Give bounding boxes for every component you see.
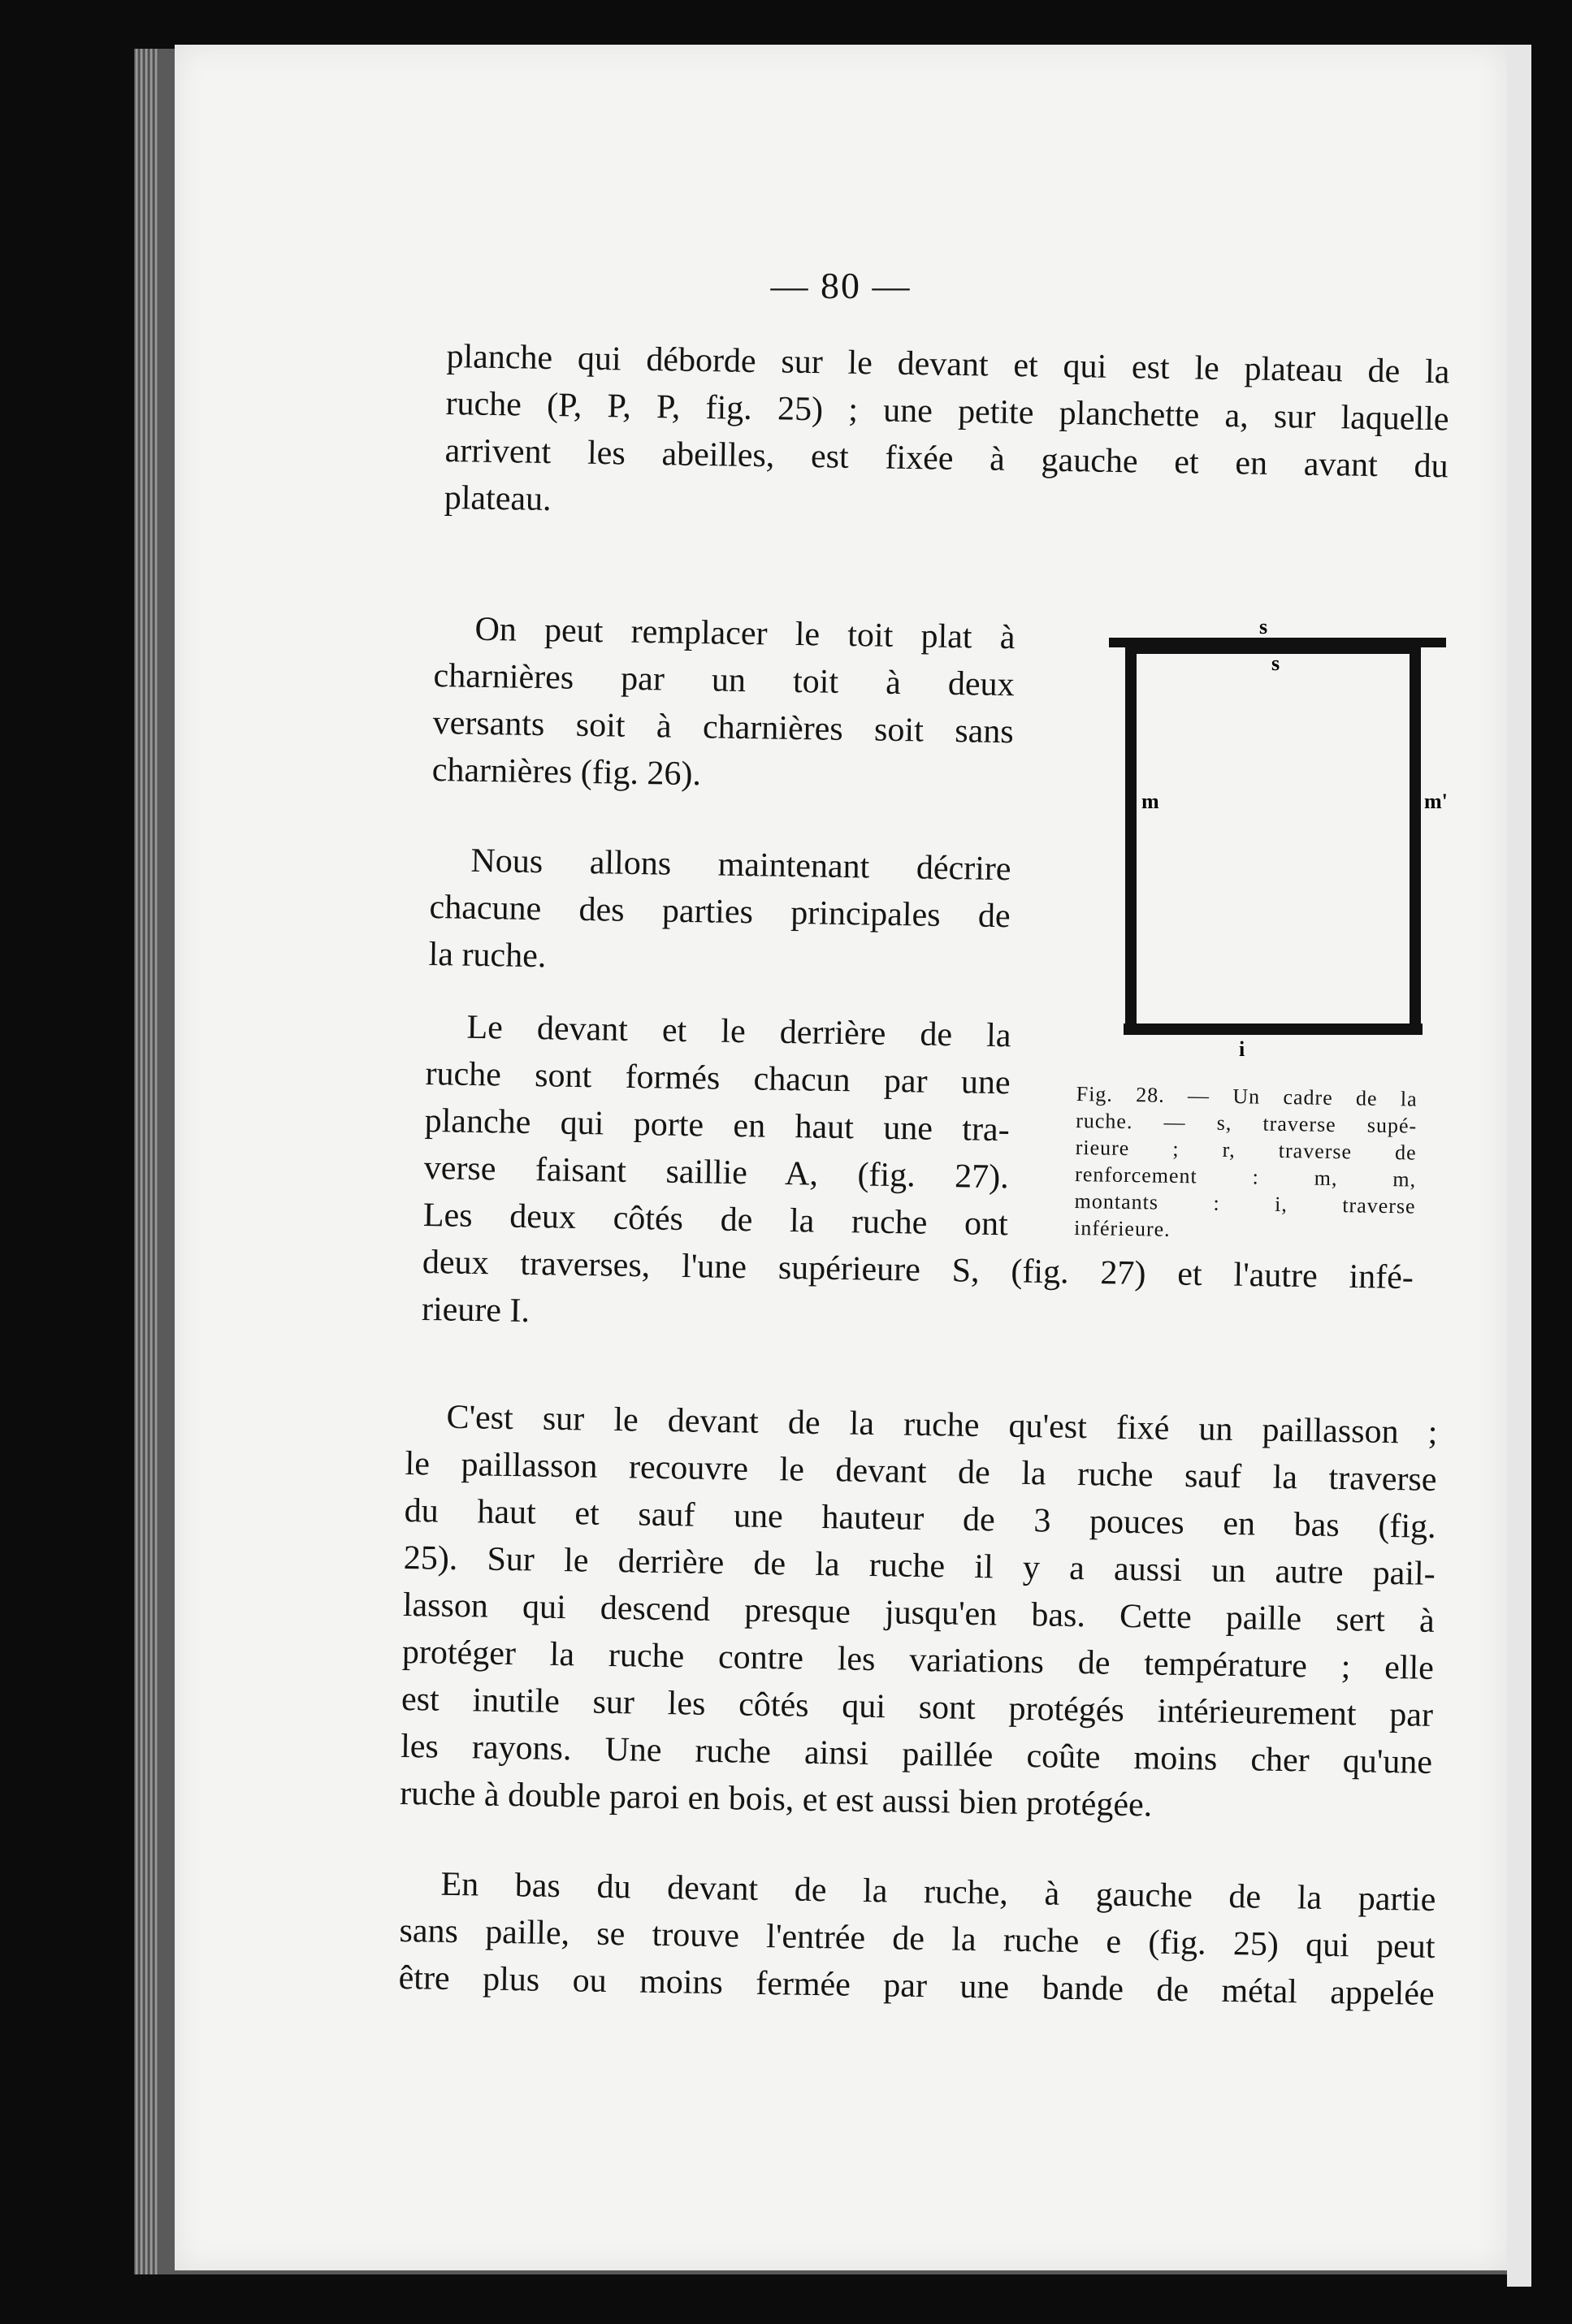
caption-line: Fig. 28. — Un cadre de la: [1076, 1081, 1418, 1111]
text-line: être plus ou moins fermée par une bande de métal appelée: [398, 1958, 1435, 2014]
caption-line: renforcement : m, m,: [1074, 1162, 1417, 1192]
text-line: versants soit à charnières soit sans: [432, 703, 1014, 751]
text-line: En bas du devant de la ruche, à gauche de la partie: [440, 1865, 1436, 1919]
bottom-bar: [1124, 1024, 1423, 1035]
text-line: Le devant et le derrière de la: [466, 1008, 1011, 1055]
text-line: verse faisant saillie A, (fig. 27).: [423, 1149, 1010, 1197]
label-m-right: m': [1424, 790, 1448, 813]
book-page: [175, 45, 1507, 2270]
text-line: planche qui porte en haut une tra-: [424, 1101, 1010, 1149]
figure-caption: [1074, 1080, 1418, 1247]
text-line: charnières par un toit à deux: [433, 656, 1015, 704]
text-line: deux traverses, l'une supérieure S, (fig. 27) et l'autre infé-: [422, 1243, 1414, 1297]
text-line: planche qui déborde sur le devant et qui est le plateau de la: [446, 337, 1450, 392]
paragraph-1: [444, 333, 1449, 537]
label-i-bottom: i: [1239, 1037, 1245, 1061]
text-line: les rayons. Une ruche ainsi paillée coûte moins cher qu'une: [400, 1727, 1433, 1781]
label-s-top: s: [1259, 615, 1268, 638]
next-page-edge: [1507, 45, 1531, 2287]
caption-line: ruche. — s, traverse supé-: [1075, 1108, 1418, 1138]
text-line: plateau.: [444, 478, 552, 519]
caption-line: rieure ; r, traverse de: [1075, 1135, 1417, 1165]
text-line: Nous allons maintenant décrire: [470, 842, 1011, 889]
text-line: protéger la ruche contre les variations de température ; elle: [401, 1633, 1435, 1687]
hive-frame-drawing: [1109, 613, 1450, 1068]
hive-frame-figure: [1109, 613, 1450, 1068]
text-line: ruche à double paroi en bois, et est aussi bien protégée.: [399, 1774, 1153, 1824]
text-line: C'est sur le devant de la ruche qu'est fixé un paillasson ;: [446, 1398, 1438, 1452]
text-line: est inutile sur les côtés qui sont protégés intérieurement par: [401, 1680, 1434, 1734]
label-s-inner: s: [1271, 651, 1280, 675]
text-line: charnières (fig. 26).: [431, 751, 702, 794]
caption-line: inférieure.: [1073, 1215, 1171, 1241]
text-line: le paillasson recouvre le devant de la ruche sauf la traverse: [405, 1444, 1437, 1499]
text-line: la ruche.: [428, 935, 547, 976]
paragraph-5: [400, 1393, 1438, 1833]
label-m-left: m: [1141, 790, 1159, 813]
text-line: Les deux côtés de la ruche ont: [422, 1196, 1009, 1244]
text-line: lasson qui descend presque jusqu'en bas. Cette paille sert à: [402, 1586, 1436, 1640]
paragraph-3: [428, 837, 1011, 987]
page-number: — 80 —: [770, 265, 912, 306]
text-line: rieure I.: [421, 1290, 530, 1331]
text-line: chacune des parties principales de: [429, 888, 1011, 936]
text-line: arrivent les abeilles, est fixée à gauche et en avant du: [444, 431, 1449, 486]
text-line: On peut remplacer le toit plat à: [474, 610, 1016, 657]
top-bar: [1109, 638, 1446, 647]
text-line: du haut et sauf une hauteur de 3 pouces en bas (fig.: [404, 1491, 1436, 1546]
paragraph-6: [398, 1860, 1436, 2018]
caption-line: montants : i, traverse: [1074, 1188, 1416, 1218]
text-line: 25). Sur le derrière de la ruche il y a aussi un autre pail-: [403, 1539, 1436, 1593]
text-line: ruche (P, P, P, fig. 25) ; une petite planchette a, sur laquelle: [445, 384, 1449, 439]
text-line: sans paille, se trouve l'entrée de la ruche e (fig. 25) qui peut: [399, 1911, 1436, 1967]
text-line: ruche sont formés chacun par une: [425, 1054, 1011, 1102]
left-upright: [1125, 646, 1137, 1028]
paragraph-2: [431, 605, 1016, 803]
right-upright: [1410, 646, 1421, 1028]
page-edges: [134, 49, 158, 2274]
